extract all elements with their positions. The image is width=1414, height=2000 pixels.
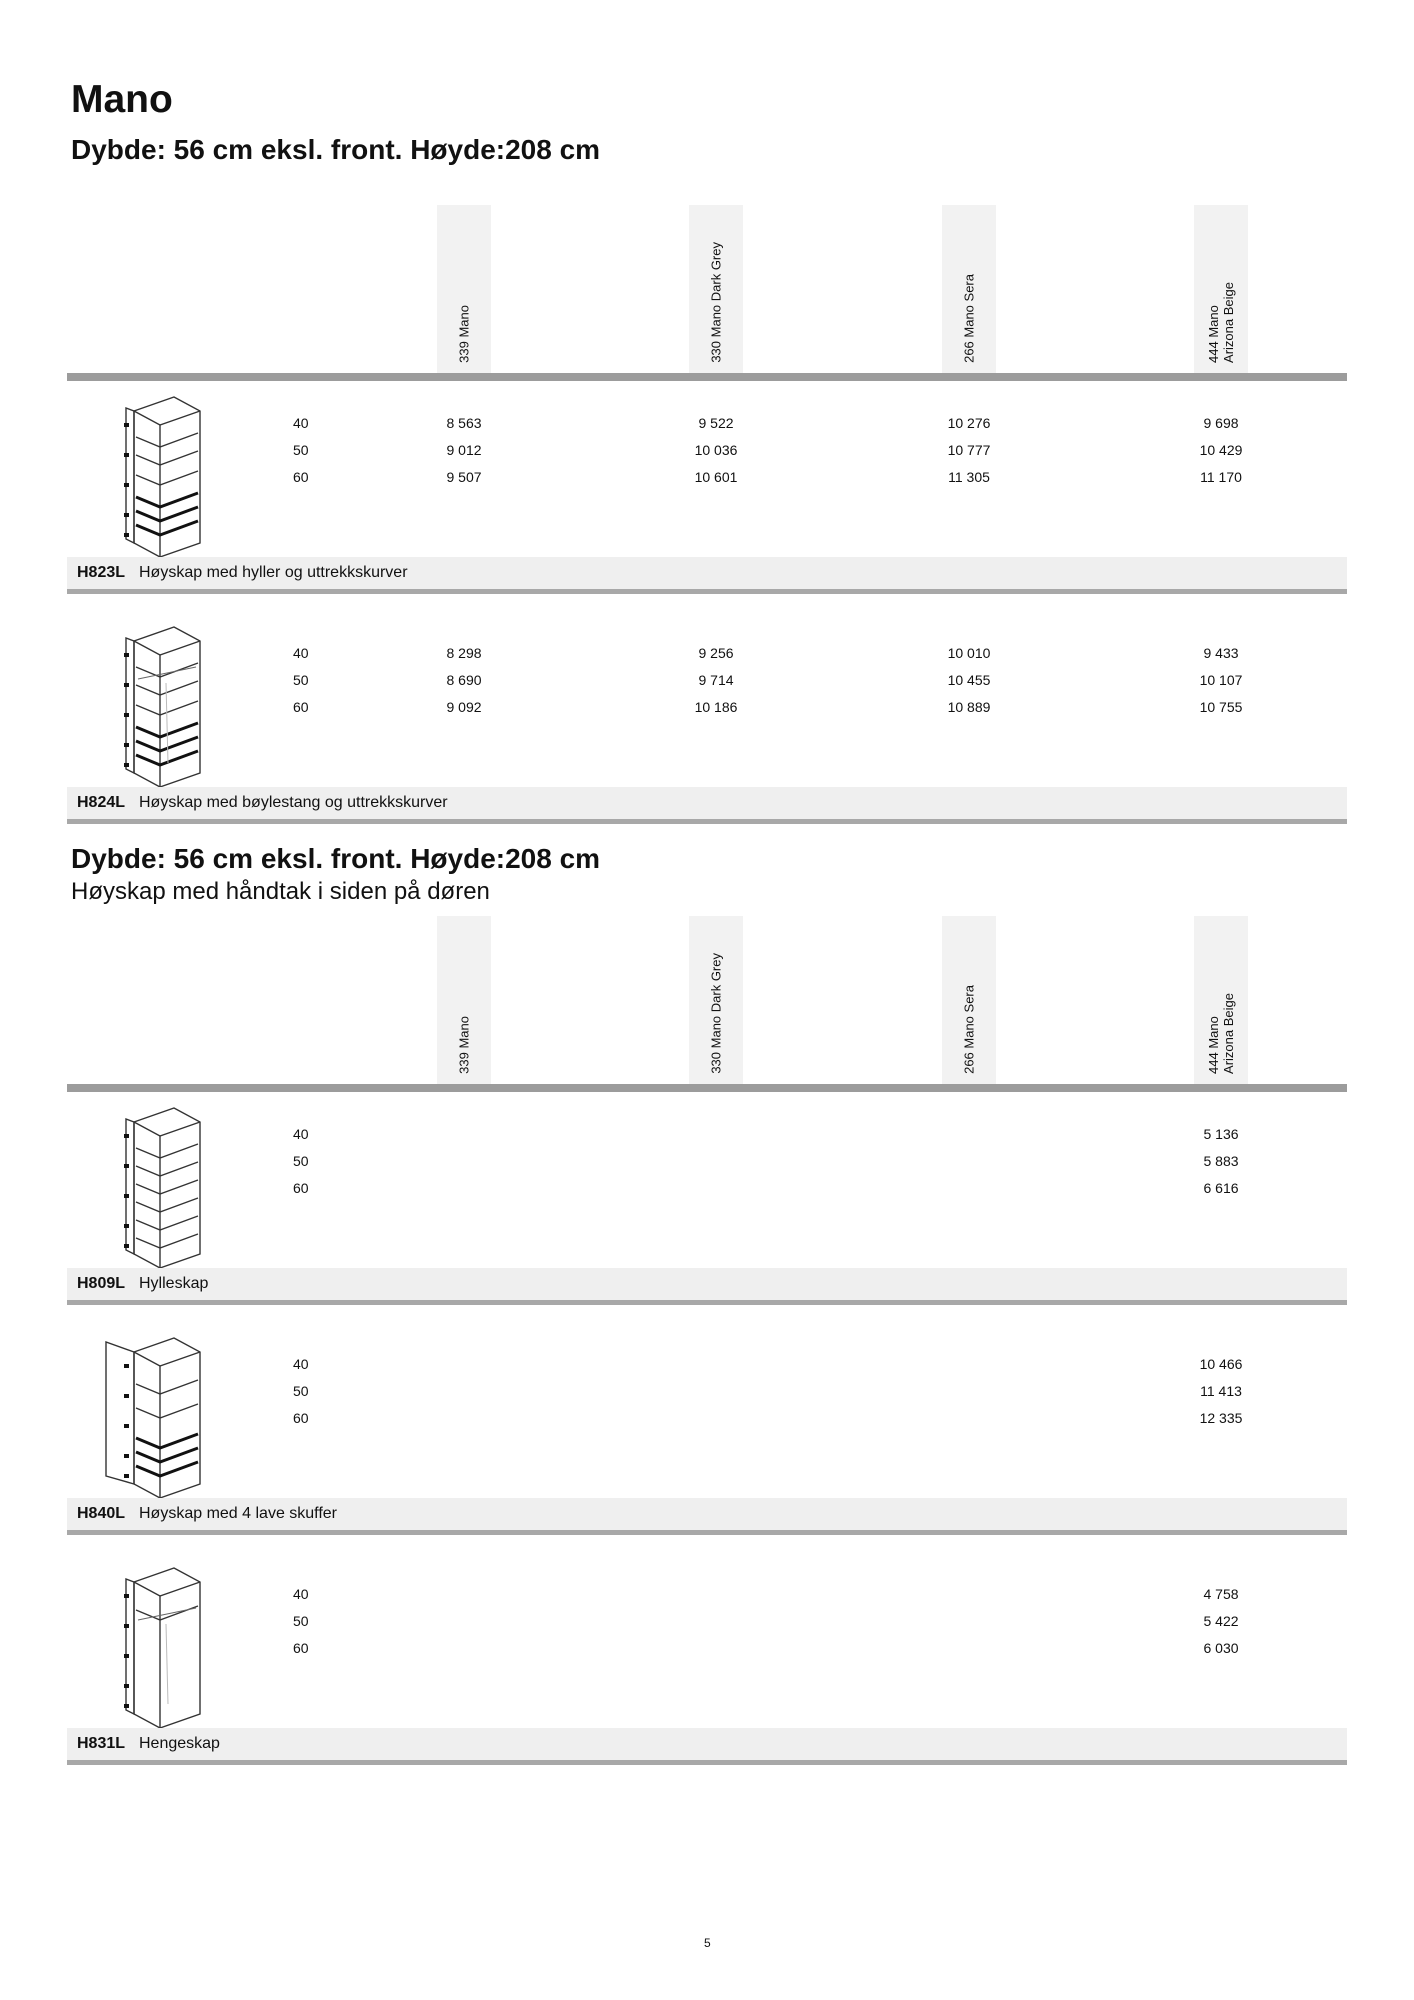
tall-cabinet-drawers-icon — [96, 1334, 206, 1504]
price-value: 10 889 — [947, 699, 991, 715]
column-header — [1194, 205, 1248, 373]
column-header-label: 339 Mano — [456, 1016, 472, 1074]
width-value: 50 — [293, 1153, 309, 1169]
section-heading: Dybde: 56 cm eksl. front. Høyde:208 cm — [71, 134, 601, 165]
product-description: Høyskap med 4 lave skuffer — [139, 1505, 338, 1522]
tall-cabinet-rail-baskets-icon — [96, 623, 206, 793]
width-value: 60 — [293, 469, 309, 485]
row-divider — [67, 1760, 1347, 1765]
product-description: Hengeskap — [139, 1735, 220, 1752]
column-header — [437, 205, 491, 373]
width-value: 60 — [293, 1180, 309, 1196]
price-value: 11 413 — [1200, 1383, 1242, 1399]
price-value: 11 170 — [1200, 469, 1242, 485]
column-header-label: 339 Mano — [456, 305, 472, 363]
product-code: H831L — [77, 1735, 126, 1752]
product-description-bar — [67, 557, 1347, 589]
header-divider — [67, 373, 1347, 381]
width-value: 60 — [293, 1410, 309, 1426]
section-heading: Dybde: 56 cm eksl. front. Høyde:208 cm — [71, 843, 601, 874]
product-description: Hylleskap — [139, 1275, 209, 1292]
price-value: 5 422 — [1203, 1613, 1239, 1629]
price-value: 10 107 — [1199, 672, 1243, 688]
width-value: 40 — [293, 415, 309, 431]
price-value: 9 092 — [446, 699, 482, 715]
product-description: Høyskap med hyller og uttrekkskurver — [139, 564, 408, 581]
width-value: 50 — [293, 1383, 309, 1399]
column-header-label: 330 Mano Dark Grey — [708, 242, 724, 363]
row-divider — [67, 1300, 1347, 1305]
price-value: 10 601 — [694, 469, 738, 485]
column-header — [942, 916, 996, 1084]
width-value: 40 — [293, 1586, 309, 1602]
column-header-label: 444 Mano Arizona Beige — [1206, 282, 1236, 363]
header-divider — [67, 1084, 1347, 1092]
width-value: 40 — [293, 645, 309, 661]
width-value: 50 — [293, 672, 309, 688]
price-value: 10 429 — [1199, 442, 1243, 458]
column-header — [437, 916, 491, 1084]
price-value: 5 883 — [1203, 1153, 1239, 1169]
price-value: 10 466 — [1199, 1356, 1243, 1372]
price-value: 10 755 — [1199, 699, 1243, 715]
price-value: 11 305 — [948, 469, 990, 485]
shelf-cabinet-icon — [96, 1104, 206, 1274]
price-value: 8 690 — [446, 672, 482, 688]
column-header — [689, 205, 743, 373]
column-header — [942, 205, 996, 373]
section-subheading: Høyskap med håndtak i siden på døren — [71, 878, 490, 905]
product-description-bar — [67, 1268, 1347, 1300]
width-value: 60 — [293, 699, 309, 715]
price-value: 8 298 — [446, 645, 482, 661]
price-value: 9 714 — [698, 672, 734, 688]
page-number: 5 — [704, 1936, 711, 1950]
row-divider — [67, 589, 1347, 594]
price-value: 12 335 — [1199, 1410, 1243, 1426]
price-value: 9 256 — [698, 645, 734, 661]
width-value: 40 — [293, 1356, 309, 1372]
column-header — [689, 916, 743, 1084]
price-value: 10 186 — [694, 699, 738, 715]
product-description-bar — [67, 1728, 1347, 1760]
width-value: 50 — [293, 1613, 309, 1629]
price-value: 9 698 — [1203, 415, 1239, 431]
price-value: 9 507 — [446, 469, 482, 485]
product-code: H809L — [77, 1275, 126, 1292]
price-value: 4 758 — [1203, 1586, 1239, 1602]
price-value: 10 455 — [947, 672, 991, 688]
price-value: 10 777 — [947, 442, 991, 458]
column-header — [1194, 916, 1248, 1084]
product-description-bar — [67, 1498, 1347, 1530]
width-value: 40 — [293, 1126, 309, 1142]
width-value: 50 — [293, 442, 309, 458]
price-value: 9 433 — [1203, 645, 1239, 661]
tall-cabinet-shelves-baskets-icon — [96, 393, 206, 563]
product-description-bar — [67, 787, 1347, 819]
column-header-label: 266 Mano Sera — [961, 274, 977, 363]
product-description: Høyskap med bøylestang og uttrekkskurver — [139, 794, 448, 811]
price-value: 10 276 — [947, 415, 991, 431]
column-header-label: 444 Mano Arizona Beige — [1206, 993, 1236, 1074]
row-divider — [67, 1530, 1347, 1535]
column-header-label: 266 Mano Sera — [961, 985, 977, 1074]
price-value: 9 012 — [446, 442, 482, 458]
price-value: 10 010 — [947, 645, 991, 661]
width-value: 60 — [293, 1640, 309, 1656]
price-value: 6 030 — [1203, 1640, 1239, 1656]
page-title: Mano — [71, 78, 173, 121]
price-value: 6 616 — [1203, 1180, 1239, 1196]
column-header-label: 330 Mano Dark Grey — [708, 953, 724, 1074]
price-value: 9 522 — [698, 415, 734, 431]
price-value: 10 036 — [694, 442, 738, 458]
product-code: H823L — [77, 564, 126, 581]
product-code: H824L — [77, 794, 126, 811]
price-value: 5 136 — [1203, 1126, 1239, 1142]
wardrobe-cabinet-icon — [96, 1564, 206, 1734]
price-value: 8 563 — [446, 415, 482, 431]
row-divider — [67, 819, 1347, 824]
product-code: H840L — [77, 1505, 126, 1522]
